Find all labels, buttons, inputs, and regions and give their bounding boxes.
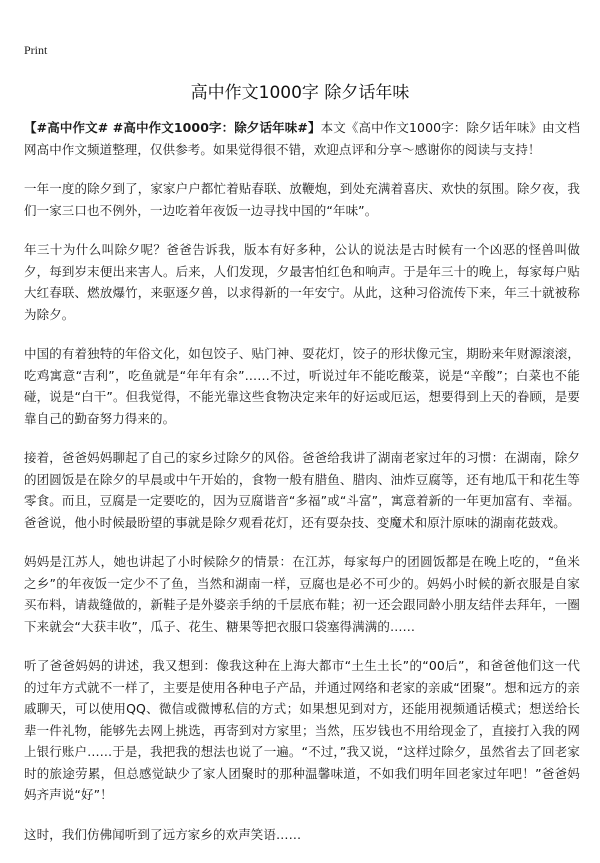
paragraph-4: 接着，爸爸妈妈聊起了自己的家乡过除夕的风俗。爸爸给我讲了湖南老家过年的习惯：在湖南，除夕的团圆饭是在除夕的早晨或中午开始的，食物一般有腊鱼、腊肉、油炸豆腐等，还有地瓜干和花生等零食。而且，豆腐是一定要吃的，因为豆腐谐音“多福”或“斗富”，寓意着新的一年更加富有、幸福。爸爸说，他小时候最盼望的事就是除夕观看花灯，还有耍杂技、变魔术和原汁原味的湖南花鼓戏。	[24, 450, 580, 530]
intro-tag: 【#高中作文# #高中作文1000字：除夕话年味#】	[24, 120, 321, 135]
intro-text: 本文《高中作文1000字：除夕话年味》由文档网高中作文频道整理，仅供参考。如果觉得很不错，欢迎点评和分享～感谢你的阅读与支持！	[24, 120, 581, 157]
paragraph-3: 中国的有着独特的年俗文化，如包饺子、贴门神、耍花灯，饺子的形状像元宝，期盼来年财源滚滚，吃鸡寓意“吉利”，吃鱼就是“年年有余”……不过，听说过年不能吃酸菜，说是“辛酸”；白菜也不能碰，说是“白干”。但我觉得，不能光靠这些食物决定来年的好运或厄运，想要得到上天的眷顾，是要靠自己的勤奋努力得来的。	[24, 346, 580, 426]
paragraph-5: 妈妈是江苏人，她也讲起了小时候除夕的情景：在江苏，每家每户的团圆饭都是在晚上吃的，“鱼米之乡”的年夜饭一定少不了鱼，当然和湖南一样，豆腐也是必不可少的。妈妈小时候的新衣服是自家买布料，请裁缝做的，新鞋子是外婆亲手纳的千层底布鞋；初一还会跟同龄小朋友结伴去拜年，一圈下来就会“大获丰收”，瓜子、花生、糖果等把衣服口袋塞得满满的……	[24, 554, 580, 634]
paragraph-1: 一年一度的除夕到了，家家户户都忙着贴春联、放鞭炮，到处充满着喜庆、欢快的氛围。除夕夜，我们一家三口也不例外，一边吃着年夜饭一边寻找中国的“年味”。	[24, 181, 580, 218]
article-body	[24, 117, 580, 863]
paragraph-2: 年三十为什么叫除夕呢？爸爸告诉我，版本有好多种，公认的说法是古时候有一个凶恶的怪兽叫做夕，每到岁末便出来害人。后来，人们发现，夕最害怕红色和响声。于是年三十的晚上，每家每户贴大红春联、燃放爆竹，来驱逐夕兽，以求得新的一年安宁。从此，这种习俗流传下来，年三十就被称为除夕。	[24, 242, 580, 322]
paragraph-7: 这时，我们仿佛闻听到了远方家乡的欢声笑语……	[24, 826, 302, 842]
print-label: Print	[24, 43, 48, 57]
paragraph-6: 听了爸爸妈妈的讲述，我又想到：像我这种在上海大都市“土生土长”的“00后”，和爸爸他们这一代的过年方式就不一样了，主要是使用各种电子产品，并通过网络和老家的亲戚“团聚”。想和远方的亲戚聊天，可以使用QQ、微信或微博私信的方式；如果想见到对方，还能用视频通话模式；想送给长辈一件礼物，能够先去网上挑选，再寄到对方家里；当然，压岁钱也不用给现金了，直接打入我的网上银行账户……于是，我把我的想法也说了一遍。“不过，”我又说，“这样过除夕，虽然省去了回老家时的旅途劳累，但总感觉缺少了家人团聚时的那种温馨味道，不如我们明年回老家过年吧！”爸爸妈妈齐声说“好”！	[24, 658, 580, 802]
intro-paragraph	[24, 117, 580, 160]
page-title: 高中作文1000字 除夕话年味	[190, 83, 410, 103]
